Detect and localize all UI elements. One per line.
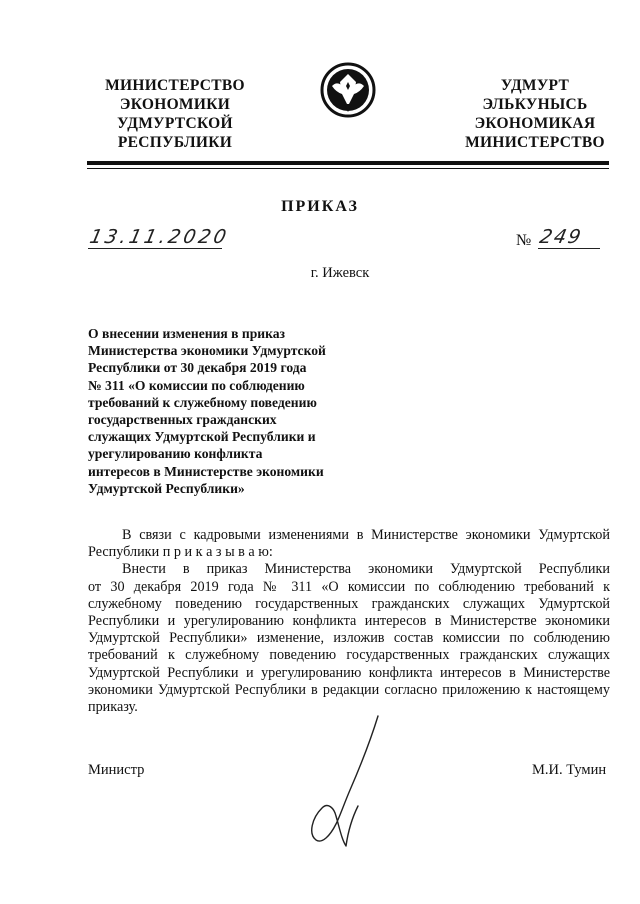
body-line: от 30 декабря 2019 года № 311 «О комиссии по соблюдению требований к [88,578,610,595]
handwritten-date: 13.11.2020 [87,226,232,248]
order-body [88,527,610,716]
header-divider-thick [87,161,609,165]
body-line: Удмуртской Республики и урегулированию конфликта интересов в Министерстве [88,664,610,681]
body-line: служебному поведению государственных гражданских служащих Удмуртской [88,595,610,612]
order-title [88,325,378,497]
ministry-name-line: МИНИСТЕРСТВО [105,77,245,94]
title-line: государственных гражданских [88,412,277,428]
header-divider-thin [87,168,609,169]
document-type: ПРИКАЗ [281,198,359,215]
ministry-name-line: ЭКОНОМИКИ [119,96,231,113]
title-line: служащих Удмуртской Республики и [88,429,316,445]
body-line: Внести в приказ Министерства экономики Удмуртской Республики [122,561,610,578]
body-line: В связи с кадровыми изменениями в Министерстве экономики Удмуртской [122,527,610,543]
ministry-name-line: МИНИСТЕРСТВО [465,134,605,151]
handwritten-number: 249 [537,226,585,248]
ministry-name-line: УДМУРТСКОЙ [117,115,233,132]
ministry-name-line: РЕСПУБЛИКИ [117,134,233,151]
title-line: Удмуртской Республики» [88,480,245,496]
body-line: приказу. [88,699,138,716]
handwritten-signature [300,712,390,852]
date-underline [88,248,222,249]
ministry-name-line: УДМУРТ [500,77,570,94]
coat-of-arms-icon [320,60,376,126]
body-line: требований к служебному поведению государственных гражданских служащих [88,647,610,664]
title-line: Республики от 30 декабря 2019 года [88,360,307,376]
body-line: Республики и урегулированию конфликта интересов в Министерстве экономики [88,613,610,630]
ministry-name-line: ЭЛЬКУНЫСЬ [482,96,588,113]
title-line: интересов в Министерстве экономики [88,463,324,479]
city-label: г. Ижевск [310,265,370,281]
signer-position: Министр [88,762,145,778]
signer-name: М.И. Тумин [532,762,607,778]
ministry-name-russian [95,76,255,152]
title-line: требований к служебному поведению [88,394,317,410]
ministry-name-line: ЭКОНОМИКАЯ [474,115,596,132]
number-underline [538,248,600,249]
ministry-name-udmurt [455,76,615,152]
body-line: экономики Удмуртской Республики в редакции согласно приложению к настоящему [88,681,610,698]
title-line: О внесении изменения в приказ [88,326,286,341]
body-line: Удмуртской Республики» изменение, изложив состав комиссии по соблюдению [88,630,610,647]
title-line: Министерства экономики Удмуртской [88,343,326,359]
title-line: № 311 «О комиссии по соблюдению [88,377,305,393]
title-line: урегулированию конфликта [88,446,263,462]
body-line: Республики п р и к а з ы в а ю: [88,544,273,561]
number-sign: № [516,232,532,249]
